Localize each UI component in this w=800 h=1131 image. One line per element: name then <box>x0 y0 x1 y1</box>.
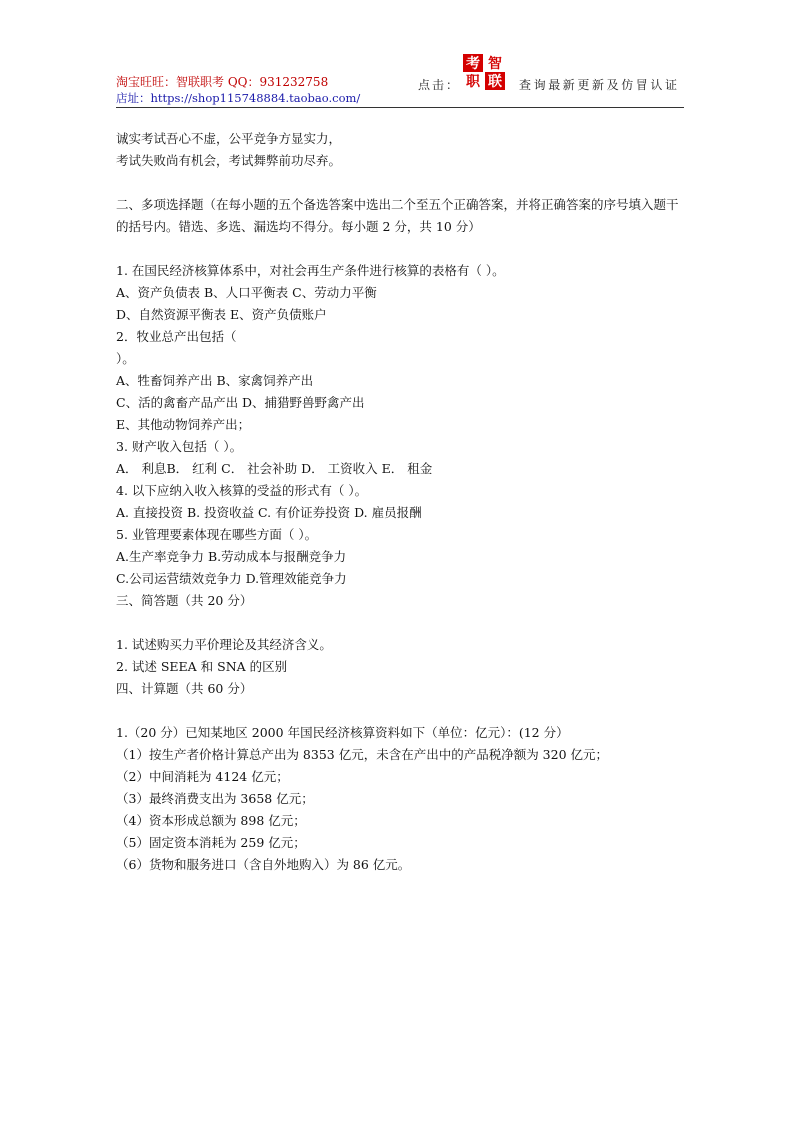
question-line: 1. 在国民经济核算体系中，对社会再生产条件进行核算的表格有（ ）。 <box>116 263 505 278</box>
page-header <box>116 48 684 110</box>
logo-char: 考 <box>466 56 480 72</box>
section-title-calculation: 四、计算题（共 60 分） <box>116 681 253 696</box>
exam-content <box>116 128 688 876</box>
logo-char: 联 <box>488 74 502 90</box>
zhilian-logo-icon[interactable] <box>462 52 506 92</box>
question-line: （2）中间消耗为 4124 亿元； <box>116 769 289 784</box>
question-line: C、活的禽畜产品产出 D、捕猎野兽野禽产出 <box>116 395 365 410</box>
question-line: 4. 以下应纳入收入核算的受益的形式有（ ）。 <box>116 483 368 498</box>
question-line: ）。 <box>116 351 135 366</box>
question-line: 2．牧业总产出包括（ <box>116 329 237 344</box>
question-line: （6）货物和服务进口（含自外地购入）为 86 亿元。 <box>116 857 411 872</box>
question-line: 5. 业管理要素体现在哪些方面（ ）。 <box>116 527 318 542</box>
click-label: 点击： <box>418 78 461 92</box>
header-divider <box>116 107 684 108</box>
shop-info <box>116 74 360 106</box>
logo-char: 智 <box>488 56 502 72</box>
shop-contact-line: 淘宝旺旺：智联职考 QQ：931232758 <box>116 75 329 89</box>
section-title-multiple-choice: 二、多项选择题（在每小题的五个备选答案中选出二个至五个正确答案，并将正确答案的序号填入题干的括号内。错选、多选、漏选均不得分。每小题 2 分，共 10 分） <box>116 197 679 234</box>
question-line: C.公司运营绩效竞争力 D.管理效能竞争力 <box>116 571 347 586</box>
shop-url-link[interactable]: 店址：https://shop115748884.taobao.com/ <box>116 91 361 105</box>
section-title-short-answer: 三、简答题（共 20 分） <box>116 593 253 608</box>
intro-line: 诚实考试吾心不虚，公平竞争方显实力， <box>116 131 342 146</box>
question-line: 1. 试述购买力平价理论及其经济含义。 <box>116 637 332 652</box>
question-line: 2. 试述 SEEA 和 SNA 的区别 <box>116 659 288 674</box>
question-line: A． 利息B． 红利 C． 社会补助 D． 工资收入 E． 租金 <box>116 461 433 476</box>
logo-char: 职 <box>466 74 480 90</box>
question-line: 1.（20 分）已知某地区 2000 年国民经济核算资料如下（单位：亿元）：(12 分） <box>116 725 569 740</box>
question-line: 3. 财产收入包括（ ）。 <box>116 439 243 454</box>
question-line: （1）按生产者价格计算总产出为 8353 亿元，未含在产出中的产品税净额为 320 亿元； <box>116 747 609 762</box>
question-line: A. 直接投资 B. 投资收益 C. 有价证券投资 D. 雇员报酬 <box>116 505 422 520</box>
question-line: A.生产率竞争力 B.劳动成本与报酬竞争力 <box>116 549 347 564</box>
question-line: （5）固定资本消耗为 259 亿元； <box>116 835 306 850</box>
intro-line: 考试失败尚有机会，考试舞弊前功尽弃。 <box>116 153 342 168</box>
question-line: A、牲畜饲养产出 B、家禽饲养产出 <box>116 373 314 388</box>
question-line: E、其他动物饲养产出； <box>116 417 251 432</box>
question-line: A、资产负债表 B、人口平衡表 C、劳动力平衡 <box>116 285 377 300</box>
question-line: （4）资本形成总额为 898 亿元； <box>116 813 306 828</box>
question-line: （3）最终消费支出为 3658 亿元； <box>116 791 314 806</box>
verify-link[interactable]: 查询最新更新及仿冒认证 <box>519 78 680 92</box>
question-line: D、自然资源平衡表 E、资产负债账户 <box>116 307 327 322</box>
